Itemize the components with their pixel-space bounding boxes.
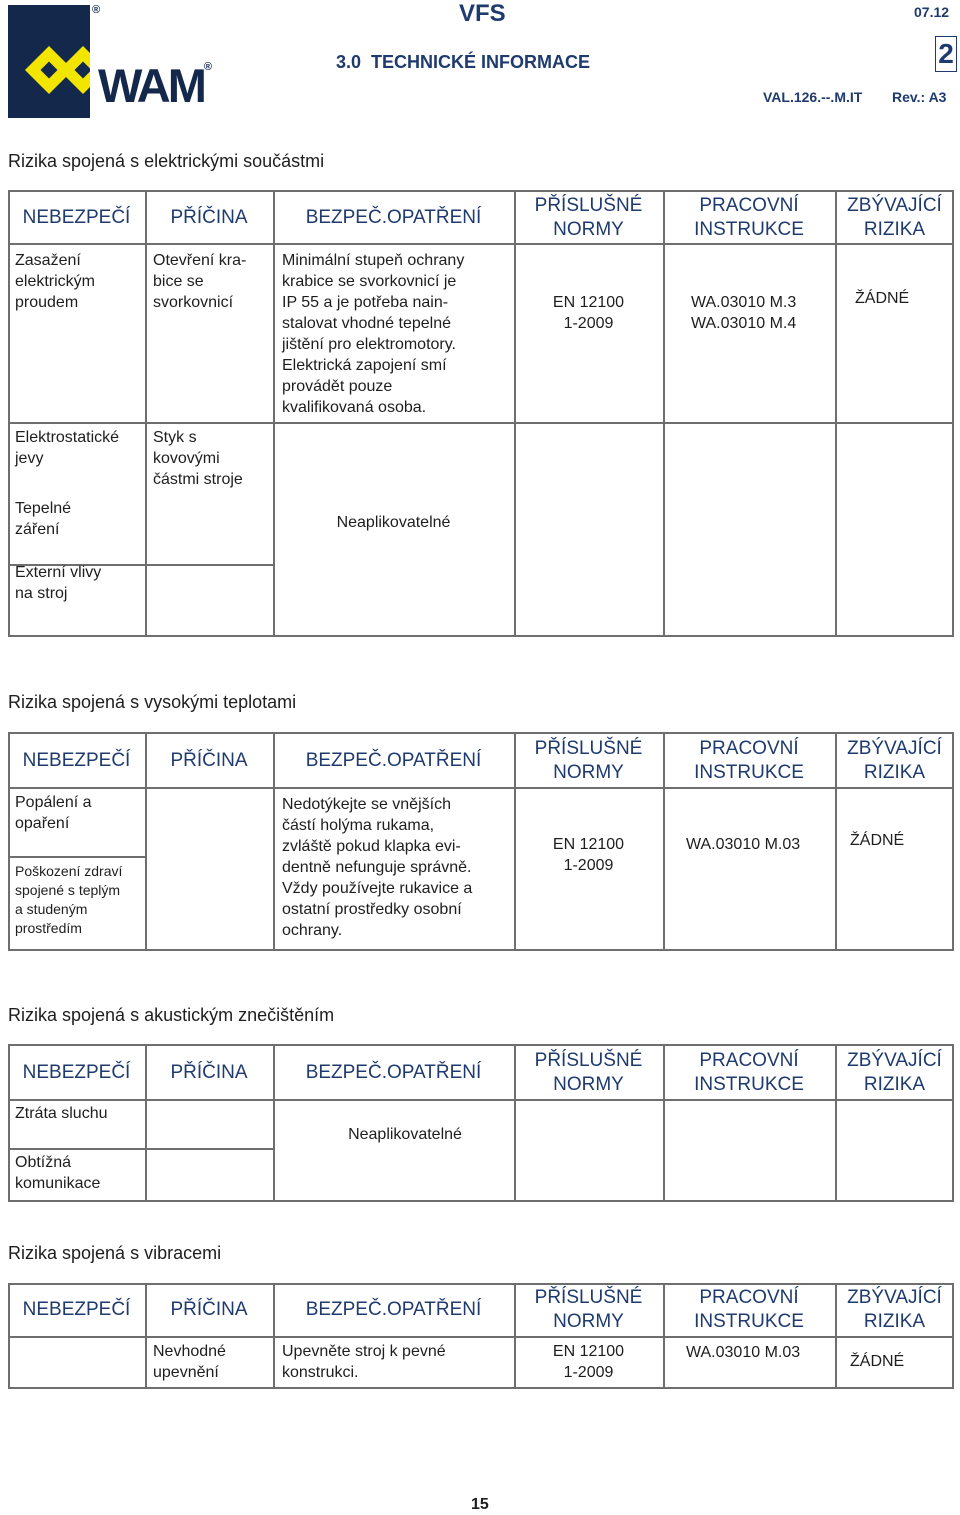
section-title: 3.0 TECHNICKÉ INFORMACE [336, 52, 591, 72]
logo-diamond-shape [59, 46, 90, 94]
high-temp-risk-table [8, 732, 954, 951]
column-header-residual: ZBÝVAJÍCÍ RIZIKA [847, 738, 942, 783]
column-header-standards: PŘÍSLUŠNÉ NORMY [534, 1050, 643, 1095]
document-date: 07.12 [914, 4, 950, 20]
column-header-cause: PŘÍČINA [170, 207, 248, 228]
column-header-cause: PŘÍČINA [170, 1062, 248, 1083]
cause-cell: Styk s kovovými částmi stroje [153, 429, 243, 488]
residual-risk-cell: ŽÁDNÉ [850, 1353, 905, 1370]
column-header-instructions: PRACOVNÍ INSTRUKCE [694, 738, 804, 783]
column-header-measures: BEZPEČ.OPATŘENÍ [305, 1062, 482, 1083]
vibration-risk-table [8, 1283, 954, 1389]
danger-cell: Zasažení elektrickým proudem [15, 252, 96, 311]
measure-cell: Neaplikovatelné [336, 514, 451, 531]
column-header-instructions: PRACOVNÍ INSTRUKCE [694, 1287, 804, 1332]
column-header-standards: PŘÍSLUŠNÉ NORMY [534, 738, 643, 783]
column-header-measures: BEZPEČ.OPATŘENÍ [305, 207, 482, 228]
danger-cell: Poškození zdraví spojené s teplým a studeným prostředím [15, 863, 123, 936]
measure-cell: Minimální stupeň ochrany krabice se svorkovnicí je IP 55 a je potřeba nain- stalovat vhodné tepelné jištění pro elektromotory. Elektrická zapojení smí provádět pouze kvalifikovaná osoba. [282, 252, 465, 416]
standard-cell: EN 12100 1-2009 [552, 294, 625, 332]
val-code: VAL.126.--.M.IT [763, 89, 863, 105]
column-header-measures: BEZPEČ.OPATŘENÍ [305, 1299, 482, 1320]
column-header-danger: NEBEZPEČÍ [22, 207, 131, 228]
acoustic-risk-table [8, 1044, 954, 1202]
column-header-danger: NEBEZPEČÍ [22, 1062, 131, 1083]
column-header-cause: PŘÍČINA [170, 750, 248, 771]
standard-cell: EN 12100 1-2009 [552, 836, 625, 874]
chapter-number: 2 [935, 36, 957, 72]
section-heading-vibration: Rizika spojená s vibracemi [8, 1243, 222, 1263]
danger-cell: Obtížná komunikace [15, 1154, 101, 1192]
measure-cell: Nedotýkejte se vnějších částí holýma rukama, zvláště pokud klapka evi- dentně nefunguje správně. Vždy používejte rukavice a ostatní prostředky osobní ochrany. [282, 796, 473, 939]
column-header-instructions: PRACOVNÍ INSTRUKCE [694, 1050, 804, 1095]
residual-risk-cell: ŽÁDNÉ [855, 290, 910, 307]
column-header-measures: BEZPEČ.OPATŘENÍ [305, 750, 482, 771]
danger-cell: Elektrostatické jevy [15, 429, 120, 467]
cause-cell: Otevření kra- bice se svorkovnicí [153, 252, 247, 311]
column-header-standards: PŘÍSLUŠNÉ NORMY [534, 1287, 643, 1332]
column-header-instructions: PRACOVNÍ INSTRUKCE [694, 195, 804, 240]
document-code: VFS [459, 0, 506, 27]
danger-cell: Tepelné záření [15, 500, 72, 538]
column-header-danger: NEBEZPEČÍ [22, 1299, 131, 1320]
column-header-residual: ZBÝVAJÍCÍ RIZIKA [847, 195, 942, 240]
measure-cell: Upevněte stroj k pevné konstrukci. [282, 1343, 446, 1381]
wam-logo [8, 5, 90, 118]
instruction-cell: WA.03010 M.03 [686, 836, 801, 853]
section-heading-acoustic: Rizika spojená s akustickým znečištěním [8, 1005, 335, 1025]
column-header-standards: PŘÍSLUŠNÉ NORMY [534, 195, 643, 240]
danger-cell: Ztráta sluchu [15, 1105, 108, 1122]
column-header-cause: PŘÍČINA [170, 1299, 248, 1320]
page-number: 15 [471, 1496, 489, 1513]
measure-cell: Neaplikovatelné [348, 1126, 462, 1143]
section-heading-high-temp: Rizika spojená s vysokými teplotami [8, 692, 297, 712]
electrical-risk-table [8, 190, 954, 637]
instruction-cell: WA.03010 M.3 WA.03010 M.4 [691, 294, 797, 332]
registered-mark: ® [92, 4, 101, 16]
instruction-cell: WA.03010 M.03 [686, 1344, 801, 1361]
column-header-residual: ZBÝVAJÍCÍ RIZIKA [847, 1050, 942, 1095]
residual-risk-cell: ŽÁDNÉ [850, 832, 905, 849]
column-header-residual: ZBÝVAJÍCÍ RIZIKA [847, 1287, 942, 1332]
cause-cell: Nevhodné upevnění [153, 1343, 226, 1381]
column-header-danger: NEBEZPEČÍ [22, 750, 131, 771]
danger-cell: Popálení a opaření [15, 794, 92, 832]
standard-cell: EN 12100 1-2009 [552, 1343, 625, 1381]
revision: Rev.: A3 [892, 89, 947, 105]
brand-name: WAM® [98, 59, 209, 112]
danger-cell: Externí vlivy na stroj [15, 564, 102, 602]
section-heading-electrical: Rizika spojená s elektrickými součástmi [8, 151, 325, 171]
